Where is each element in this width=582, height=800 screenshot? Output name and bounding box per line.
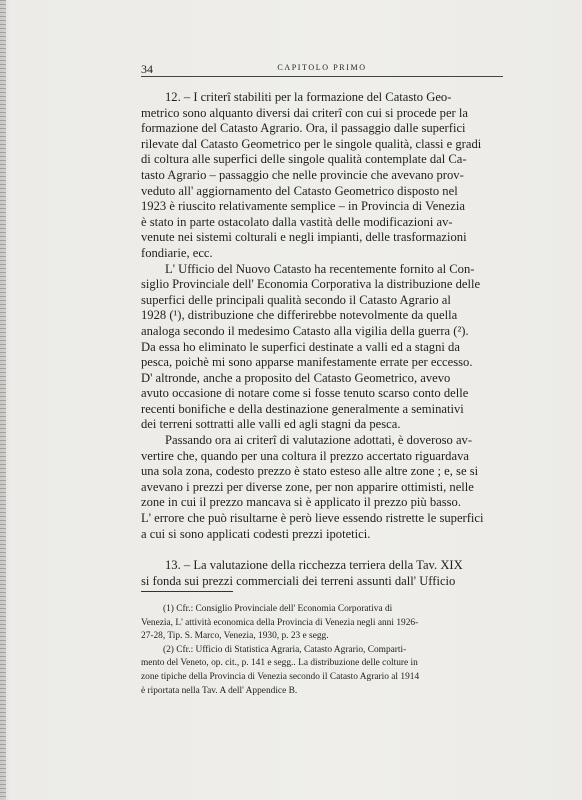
paragraph-line: 13. – La valutazione della ricchezza terriera della Tav. XIX xyxy=(165,558,463,573)
paragraph-line: Da essa ho eliminato le superfici destinate a valli ed a stagni da xyxy=(141,339,460,354)
body-text xyxy=(141,90,514,589)
paragraph-line: recenti bonifiche e della destinazione generalmente a seminativi xyxy=(141,401,464,416)
footnote-line: 27-28, Tip. S. Marco, Venezia, 1930, p. 23 e segg. xyxy=(141,631,329,642)
paragraph-line: si fonda sui prezzi commerciali dei terreni assunti dall' Ufficio xyxy=(141,573,456,588)
paragraph-line: siglio Provinciale dell' Economia Corporativa la distribuzione delle xyxy=(141,277,481,292)
paragraph-line: tasto Agrario – passaggio che nelle provincie che avevano prov- xyxy=(141,167,464,182)
paragraph-line: avuto occasione di notare come si fosse tenuto scarso conto delle xyxy=(141,386,469,401)
paragraph-line: vertire che, quando per una coltura il prezzo accertato riguardava xyxy=(141,448,469,463)
paragraph-line: di coltura alle superfici delle singole qualità contemplate dal Ca- xyxy=(141,152,467,167)
paragraph-line: è stato in parte ostacolato dalla vastità delle modificazioni av- xyxy=(141,214,453,229)
footnote-line: (2) Cfr.: Ufficio di Statistica Agraria, Catasto Agrario, Comparti- xyxy=(163,644,407,655)
footnotes xyxy=(141,603,507,698)
paragraph-line: dei terreni sottratti alle valli ed agli stagni da pesca. xyxy=(141,417,401,432)
paragraph-line: avevano i prezzi per diverse zone, per non apparire ottimisti, nelle xyxy=(141,479,474,494)
paragraph-line: superfici delle principali qualità secondo il Catasto Agrario al xyxy=(141,292,451,307)
paragraph-line: venute nei sistemi colturali e negli impianti, delle trasformazioni xyxy=(141,230,467,245)
header-rule xyxy=(141,76,503,77)
paragraph-line: 12. – I criterî stabiliti per la formazione del Catasto Geo- xyxy=(165,90,452,104)
footnote-line: mento del Veneto, op. cit., p. 141 e segg.. La distribuzione delle colture in xyxy=(141,658,418,669)
paragraph-line: rilevate dal Catasto Geometrico per le singole qualità, classi e gradi xyxy=(141,136,482,151)
paragraph-line: Passando ora ai criterî di valutazione adottati, è doveroso av- xyxy=(165,433,473,448)
paragraph-line: 1923 è riuscito relativamente semplice – in Provincia di Venezia xyxy=(141,199,465,214)
footnote-line: (1) Cfr.: Consiglio Provinciale dell' Economia Corporativa di xyxy=(163,604,393,614)
paragraph-line: 1928 (¹), distribuzione che differirebbe notevolmente da quella xyxy=(141,308,458,323)
section-gap xyxy=(141,542,514,558)
paragraph-line: formazione del Catasto Agrario. Ora, il passaggio dalle superfici xyxy=(141,121,466,136)
footnote-line: zone tipiche della Provincia di Venezia secondo il Catasto Agrario al 1914 xyxy=(141,671,420,682)
paragraph-line: pesca, poichè mi sono apparse manifestamente errate per eccesso. xyxy=(141,355,473,370)
footnote-line: è riportata nella Tav. A dell' Appendice B. xyxy=(141,685,298,696)
paragraph-line: una sola zona, codesto prezzo è stato esteso alle altre zone ; e, se si xyxy=(141,464,479,479)
running-head: CAPITOLO PRIMO xyxy=(277,63,367,72)
paragraph-line: analoga secondo il medesimo Catasto alla vigilia della guerra (²). xyxy=(141,323,469,338)
paragraph-line: fondiarie, ecc. xyxy=(141,245,213,260)
paragraph-line: metrico sono alquanto diversi dai criterî con cui si procede per la xyxy=(141,105,468,120)
page-number: 34 xyxy=(141,62,153,76)
footnote-rule xyxy=(141,591,233,592)
paragraph-line: D' altronde, anche a proposito del Catasto Geometrico, avevo xyxy=(141,370,451,385)
paragraph-line: a cui si sono applicati codesti prezzi ipotetici. xyxy=(141,526,371,541)
footnote-line: Venezia, L' attività economica della Provincia di Venezia negli anni 1926- xyxy=(141,617,419,628)
page-header xyxy=(141,62,503,76)
paragraph-line: L' Ufficio del Nuovo Catasto ha recentemente fornito al Con- xyxy=(165,261,475,276)
paragraph-line: L' errore che può risultarne è però lieve essendo ristrette le superfici xyxy=(141,511,484,526)
paragraph-line: zone in cui il prezzo mancava si è applicato il prezzo più basso. xyxy=(141,495,461,510)
page-binding-edge xyxy=(0,0,6,800)
paragraph-line: veduto all' aggiornamento del Catasto Geometrico disposto nel xyxy=(141,183,458,198)
